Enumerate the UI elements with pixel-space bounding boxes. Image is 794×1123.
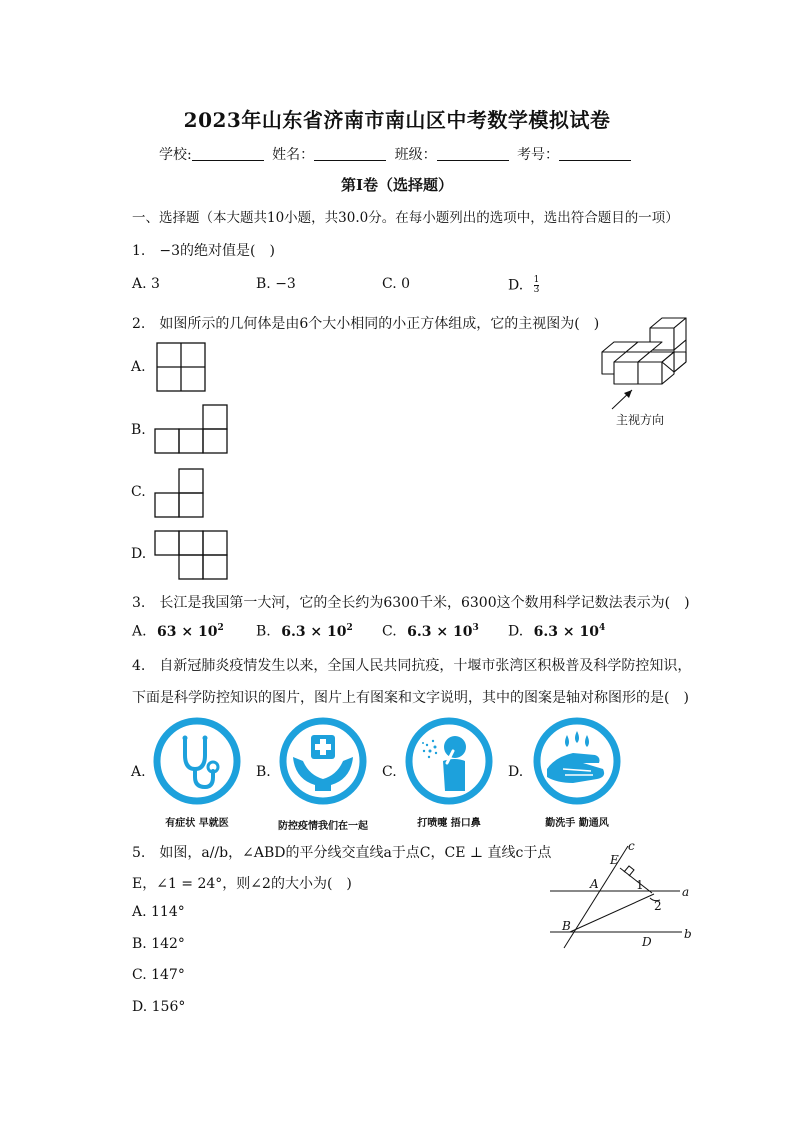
exam-number-blank[interactable] [559,146,631,161]
q2-option-b-label[interactable]: B. [131,422,146,438]
q4-option-c-label[interactable]: C. [382,764,397,780]
q3-option-c-exponent: 3 [472,623,479,633]
q1-option-b[interactable]: B. −3 [256,276,296,292]
q3-option-d-label: D. [508,623,524,640]
label-line-c: c [628,839,635,853]
q3-option-d[interactable] [508,623,605,640]
q5-parallel-lines-figure [544,838,694,950]
hands-cross-icon[interactable] [279,717,367,805]
q3-option-b-base: 6.3 × 10 [281,623,347,640]
exam-number-label: 考号： [517,147,560,163]
label-point-d: D [642,935,652,949]
label-line-b: b [684,927,692,941]
hand-washing-icon[interactable] [533,717,621,805]
q3-option-a-base: 63 × 10 [157,623,218,640]
q5-option-a[interactable]: A. 114° [132,904,185,920]
question-4-stem-line-2: 下面是科学防控知识的图片，图片上有图案和文字说明，其中的图案是轴对称图形的是( ) [132,690,689,706]
q4-option-b-label[interactable]: B. [256,764,271,780]
student-info-line [0,144,794,164]
q4-option-a-label[interactable]: A. [131,764,146,780]
q2-option-d-figure[interactable] [154,529,230,581]
label-line-a: a [682,885,690,899]
q2-option-c-label[interactable]: C. [131,484,146,500]
name-label: 姓名： [272,147,315,163]
section-heading: 第I卷（选择题） [340,176,454,194]
q3-option-c-label: C. [382,623,397,640]
label-angle-2: 2 [654,899,662,913]
class-label: 班级： [394,147,437,163]
q3-option-c[interactable] [382,623,479,640]
question-3-stem: 3. 长江是我国第一大河，它的全长约为6300千米，6300这个数用科学记数法表示为( ) [132,595,690,611]
label-angle-1: 1 [636,878,644,892]
q2-option-a-label[interactable]: A. [131,359,146,375]
fraction-denominator: 3 [533,285,540,295]
q1-option-c[interactable]: C. 0 [382,276,411,292]
school-label: 学校: [158,147,192,163]
caption-fight-together: 防控疫情我们在一起 [278,821,368,832]
sneeze-cover-icon[interactable] [405,717,493,805]
question-5-stem-line-2: E，∠1 = 24°，则∠2的大小为( ) [132,876,352,892]
q3-option-b-exponent: 2 [346,623,353,633]
q2-option-a-figure[interactable] [156,342,206,392]
q3-option-d-exponent: 4 [598,623,606,633]
question-2-stem: 2. 如图所示的几何体是由6个大小相同的小正方体组成，它的主视图为( ) [132,316,600,332]
q5-option-c[interactable]: C. 147° [132,967,185,983]
label-point-b: B [562,919,571,933]
q4-option-d-label[interactable]: D. [508,764,524,780]
caption-cover-sneeze: 打喷嚏 捂口鼻 [417,818,481,829]
view-direction-label: 主视方向 [616,413,665,427]
question-4-stem-line-1: 4. 自新冠肺炎疫情发生以来，全国人民共同抗疫，十堰市张湾区积极普及科学防控知识， [132,658,692,674]
label-point-e: E [610,853,619,867]
q3-option-a[interactable] [132,623,224,640]
q3-option-c-base: 6.3 × 10 [407,623,473,640]
exam-title: 2023年山东省济南市南山区中考数学模拟试卷 [183,108,611,132]
question-5-stem-line-1: 5. 如图，a//b，∠ABD的平分线交直线a于点C，CE ⊥ 直线c于点 [132,845,552,861]
stethoscope-icon[interactable] [153,717,241,805]
class-blank[interactable] [437,146,509,161]
q3-option-b-label: B. [256,623,271,640]
q2-option-c-figure[interactable] [154,467,208,519]
part-one-instructions: 一、选择题（本大题共10小题，共30.0分。在每小题列出的选项中，选出符合题目的一项） [132,210,679,226]
question-1-stem: 1. −3的绝对值是( ) [132,243,275,259]
q3-option-b[interactable] [256,623,353,640]
caption-wash-hands: 勤洗手 勤通风 [545,818,609,829]
q1-option-d-label: D. [508,277,524,294]
caption-see-doctor: 有症状 早就医 [165,818,229,829]
fraction-one-third [534,276,540,295]
q3-option-d-base: 6.3 × 10 [533,623,599,640]
q2-option-b-figure[interactable] [154,403,230,455]
q1-option-a[interactable]: A. 3 [132,276,160,292]
q5-option-d[interactable]: D. 156° [132,999,186,1015]
q1-option-d[interactable] [508,276,539,295]
q3-option-a-exponent: 2 [217,623,224,633]
school-blank[interactable] [192,146,264,161]
name-blank[interactable] [314,146,386,161]
q3-option-a-label: A. [132,623,147,640]
fraction-numerator: 1 [533,275,540,285]
q5-option-b[interactable]: B. 142° [132,936,185,952]
q2-option-d-label[interactable]: D. [131,546,147,562]
label-point-a: A [590,877,599,891]
